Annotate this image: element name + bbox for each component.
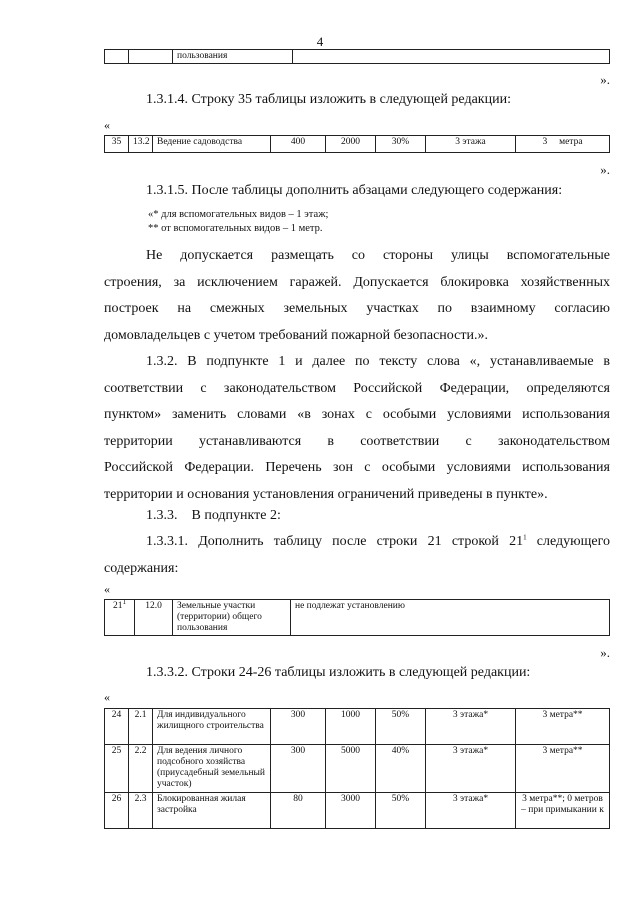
text-line: содержания: <box>104 560 179 576</box>
table-cell: 12.0 <box>135 600 173 636</box>
text-line: Российской Федерации. Перечень зон с особыми условиями использования <box>104 460 610 475</box>
text-line: домовладельцев с учетом требований пожарной безопасности.». <box>104 327 488 343</box>
table-cell <box>105 600 135 636</box>
text-line: территории устанавливаются в соответствии с законодательством <box>104 433 610 449</box>
table-row21-1 <box>104 599 610 636</box>
table-cell: 400 <box>271 136 326 153</box>
table-cell: 2.1 <box>129 709 153 745</box>
table-row <box>105 136 610 153</box>
table-cell: 5000 <box>326 745 376 793</box>
table-cell: 30% <box>376 136 426 153</box>
text-line: Не допускается размещать со стороны улицы вспомогательные <box>146 248 610 263</box>
table-cell <box>293 50 610 64</box>
superscript: 1 <box>122 599 126 606</box>
table-cell: 35 <box>105 136 129 153</box>
table-cell: 13.2 <box>129 136 153 153</box>
quote-open: « <box>104 118 110 132</box>
table-row35 <box>104 135 610 153</box>
table-cell <box>105 50 129 64</box>
table-cell: 50% <box>376 709 426 745</box>
paragraph-133: 1.3.3. В подпункте 2: <box>146 508 281 523</box>
text-line: строения, за исключением гаражей. Допускается блокировка хозяйственных <box>104 274 610 290</box>
table-cell: 300 <box>271 745 326 793</box>
table-cell: 2000 <box>326 136 376 153</box>
table-cell: 300 <box>271 709 326 745</box>
table-cell: 3 этажа <box>426 136 516 153</box>
text-line: территории и основания установления ограничений приведены в пункте». <box>104 486 548 502</box>
superscript: 1 <box>523 533 527 542</box>
quote-open: « <box>104 582 110 596</box>
footnote-2: ** от вспомогательных видов – 1 метр. <box>148 223 323 234</box>
table-cell: 3 метра** <box>516 709 610 745</box>
table-cell <box>129 50 173 64</box>
table-cell: 3 этажа* <box>426 709 516 745</box>
text-line <box>104 529 610 556</box>
table-cell: не подлежат установлению <box>291 600 610 636</box>
table-cell: 25 <box>105 745 129 793</box>
table-cell: Для ведения личного подсобного хозяйства (приусадебный земельный участок) <box>153 745 271 793</box>
table-cell: Ведение садоводства <box>153 136 271 153</box>
quote-open: « <box>104 690 110 704</box>
table-cell: 3 этажа* <box>426 745 516 793</box>
table-cell: Земельные участки (территории) общего пользования <box>173 600 291 636</box>
quote-close: ». <box>600 645 610 660</box>
paragraph-not-allowed <box>104 243 610 349</box>
page-number: 4 <box>316 34 324 49</box>
paragraph-1332: 1.3.3.2. Строки 24-26 таблицы изложить в следующей редакции: <box>146 665 531 680</box>
text-line: пунктом» заменить словами «в зонах с особыми условиями использования <box>104 407 610 422</box>
table-cell: 24 <box>105 709 129 745</box>
table-cell: 3 этажа* <box>426 793 516 829</box>
table-cell: 40% <box>376 745 426 793</box>
table-cell: 50% <box>376 793 426 829</box>
table-cell: 3 метра <box>516 136 610 153</box>
table-row <box>105 709 610 745</box>
table-cell: 26 <box>105 793 129 829</box>
row-number: 21 <box>113 601 123 611</box>
quote-close: ». <box>600 162 610 177</box>
paragraph-1331 <box>104 529 610 582</box>
text-part: 1.3.3.1. Дополнить таблицу после строки 21 строкой 21 <box>146 534 524 549</box>
table-cell: Для индивидуального жилищного строительства <box>153 709 271 745</box>
table-cell: Блокированная жилая застройка <box>153 793 271 829</box>
paragraph-1314: 1.3.1.4. Строку 35 таблицы изложить в следующей редакции: <box>146 92 511 107</box>
table-cell: 80 <box>271 793 326 829</box>
text-line: 1.3.2. В подпункте 1 и далее по тексту слова «, устанавливаемые в <box>146 354 610 369</box>
footnote-1: «* для вспомогательных видов – 1 этаж; <box>148 209 329 220</box>
table-cell: 2.2 <box>129 745 153 793</box>
text-line: построек на смежных земельных участках по взаимному согласию <box>104 301 610 316</box>
quote-close: ». <box>600 72 610 87</box>
table-cell: 2.3 <box>129 793 153 829</box>
table-row <box>105 50 610 64</box>
table-cell: пользования <box>173 50 293 64</box>
table-cell: 3000 <box>326 793 376 829</box>
paragraph-132 <box>104 349 610 508</box>
table-cell: 1000 <box>326 709 376 745</box>
table-row <box>105 793 610 829</box>
table-fragment-top <box>104 49 610 64</box>
table-rows-24-26 <box>104 708 610 829</box>
text-line: соответствии с законодательством Российской Федерации, определяются <box>104 380 610 396</box>
table-row <box>105 745 610 793</box>
text-part: следующего <box>526 534 611 549</box>
table-row <box>105 600 610 636</box>
table-cell: 3 метра** <box>516 745 610 793</box>
paragraph-1315: 1.3.1.5. После таблицы дополнить абзацами следующего содержания: <box>146 183 563 198</box>
table-cell: 3 метра**; 0 метров – при примыкании к <box>516 793 610 829</box>
